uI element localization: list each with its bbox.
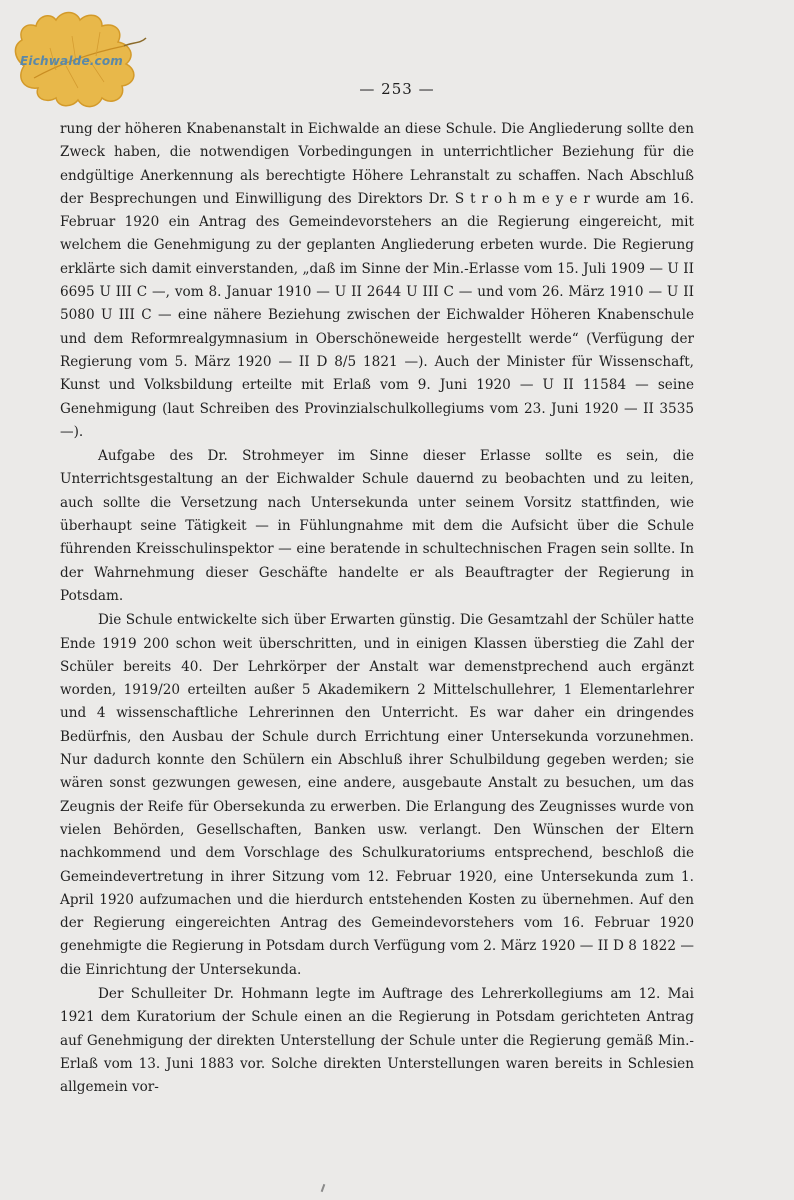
- scan-mark: [321, 1184, 326, 1192]
- page-number: — 253 —: [359, 80, 435, 98]
- paragraph: Die Schule entwickelte sich über Erwarten günstig. Die Gesamtzahl der Schüler hatte Ende 1919 200 schon weit überschritten, und in einigen Klassen überstieg die Zahl der Schüler bereits 40. Der Lehrkörper der Anstalt war demenstprechend auch ergänzt worden, 1919/20 erteilten außer 5 Akademikern 2 Mittelschullehrer, 1 Elementarlehrer und 4 wissenschaftliche Lehrerinnen den Unterricht. Es war daher ein dringendes Bedürfnis, den Ausbau der Schule durch Errichtung einer Untersekunda vorzunehmen. Nur dadurch konnte den Schülern ein Abschluß ihrer Schulbildung gegeben werden; sie wären sonst gezwungen gewesen, eine andere, ausgebaute Anstalt zu besuchen, um das Zeugnis der Reife für Obersekunda zu erwerben. Die Erlangung des Zeugnisses wurde von vielen Behörden, Gesellschaften, Banken usw. verlangt. Den Wünschen der Eltern nachkommend und dem Vorschlage des Schulkuratoriums entsprechend, beschloß die Gemeindevertretung in ihrer Sitzung vom 12. Februar 1920, eine Untersekunda zum 1. April 1920 aufzumachen und die hierdurch entstehenden Kosten zu übernehmen. Auf den der Regierung eingereichten Antrag des Gemeindevorstehers vom 16. Februar 1920 genehmigte die Regierung in Potsdam durch Verfügung vom 2. März 1920 — II D 8 1822 — die Einrichtung der Untersekunda.: [60, 612, 694, 978]
- paragraph: Der Schulleiter Dr. Hohmann legte im Auftrage des Lehrerkollegiums am 12. Mai 1921 dem Kuratorium der Schule einen an die Regierung in Potsdam gerichteten Antrag auf Genehmigung der direkten Unterstellung der Schule unter die Regierung gemäß Min.-Erlaß vom 13. Juni 1883 vor. Solche direkten Unterstellungen waren bereits in Schlesien allgemein vor-: [60, 985, 694, 1096]
- paragraph: rung der höheren Knabenanstalt in Eichwalde an diese Schule. Die Angliederung sollte den Zweck haben, die notwendigen Vorbedingungen in unterrichtlicher Beziehung für die endgültige Anerkennung als berechtigte Höhere Lehranstalt zu schaffen. Nach Abschluß der Besprechungen und Einwilligung des Direktors Dr. S t r o h m e y e r wurde am 16. Februar 1920 ein Antrag des Gemeindevorstehers an die Regierung eingereicht, mit welchem die Genehmigung zu der geplanten Angliederung erbeten wurde. Die Regierung erklärte sich damit einverstanden, „daß im Sinne der Min.-Erlasse vom 15. Juli 1909 — U II 6695 U III C —, vom 8. Januar 1910 — U II 2644 U III C — und vom 26. März 1910 — U II 5080 U III C — eine nähere Beziehung zwischen der Eichwalder Höheren Knabenschule und dem Reformrealgymnasium in Oberschöneweide hergestellt werde“ (Verfügung der Regierung vom 5. März 1920 — II D 8/5 1821 —). Auch der Minister für Wissenschaft, Kunst und Volksbildung erteilte mit Erlaß vom 9. Juni 1920 — U II 11584 — seine Genehmigung (laut Schreiben des Provinzialschulkollegiums vom 23. Juni 1920 — II 3535 —).: [60, 121, 694, 440]
- paragraph: Aufgabe des Dr. Strohmeyer im Sinne dieser Erlasse sollte es sein, die Unterrichtsgestaltung an der Eichwalder Schule dauernd zu beobachten und zu leiten, auch sollte die Versetzung nach Untersekunda unter seinem Vorsitz stattfinden, wie überhaupt seine Tätigkeit — in Fühlungnahme mit dem die Aufsicht über die Schule führenden Kreisschulinspektor — eine beratende in schultechnischen Fragen sein sollte. In der Wahrnehmung dieser Geschäfte handelte er als Beauftragter der Regierung in Potsdam.: [60, 448, 694, 604]
- body-text: [60, 118, 694, 1099]
- logo-text: Eichwalde.com: [20, 54, 124, 68]
